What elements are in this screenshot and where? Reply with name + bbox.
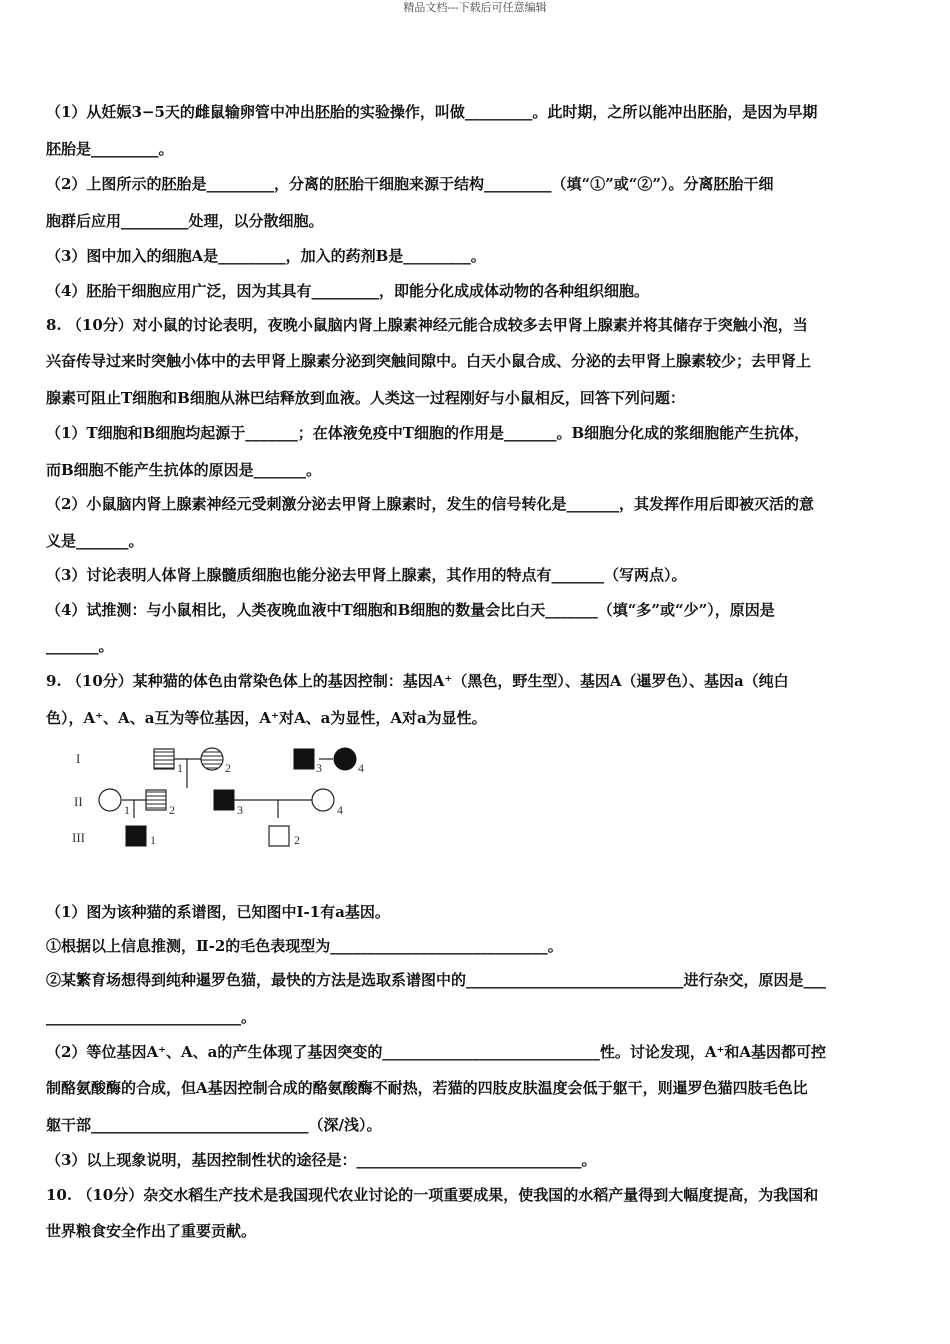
text-line: （3）图中加入的细胞A是_________，加入的药剂B是_________。: [46, 247, 486, 265]
text-line: （1）图为该种猫的系谱图，已知图中Ⅰ-1有a基因。: [46, 903, 390, 921]
text-line: _______。: [46, 637, 114, 655]
pedigree-number: 4: [337, 803, 343, 817]
text-line: （2）小鼠脑内肾上腺素神经元受刺激分泌去甲肾上腺素时，发生的信号转化是_______，其发挥作用后即被灭活的意: [46, 495, 814, 513]
pedigree-number: 2: [225, 761, 231, 775]
text-line: （1）T细胞和B细胞均起源于_______；在体液免疫中T细胞的作用是_______。B细胞分化成的浆细胞能产生抗体，: [46, 424, 810, 442]
female-II-4-symbol: [312, 789, 334, 811]
text-line: （4）试推测：与小鼠相比，人类夜晚血液中T细胞和B细胞的数量会比白天_______（填“多”或“少”），原因是: [46, 601, 775, 619]
male-I-1-symbol: [154, 749, 174, 769]
text-line: 兴奋传导过来时突触小体中的去甲肾上腺素分泌到突触间隙中。白天小鼠合成、分泌的去甲肾上腺素较少；去甲肾上: [46, 352, 812, 370]
page-header: 精品文档---下载后可任意编辑: [403, 1, 547, 14]
text-line: （2）等位基因A⁺、A、a的产生体现了基因突变的_____________________________性。讨论发现，A⁺和A基因都可控: [46, 1043, 827, 1061]
pedigree-number: 3: [316, 761, 322, 775]
text-line: （1）从妊娠3−5天的雌鼠输卵管中冲出胚胎的实验操作，叫做_________。此时期，之所以能冲出胚胎，是因为早期: [46, 103, 818, 121]
male-II-3-symbol: [214, 790, 234, 810]
text-line: 制酪氨酸酶的合成，但A基因控制合成的酪氨酸酶不耐热，若猫的四肢皮肤温度会低于躯干，则暹罗色猫四肢毛色比: [46, 1079, 808, 1097]
question-8-line: 8. （10分）对小鼠的讨论表明，夜晚小鼠脑内肾上腺素神经元能合成较多去甲肾上腺素并将其储存于突触小泡，当: [46, 316, 808, 334]
text-line: 色），A⁺、A、a互为等位基因，A⁺对A、a为显性，A对a为显性。: [46, 709, 487, 727]
text-line: 腺素可阻止T细胞和B细胞从淋巴结释放到血液。人类这一过程刚好与小鼠相反，回答下列问题：: [46, 389, 685, 407]
female-I-2-symbol: [201, 748, 223, 770]
generation-label-III: III: [72, 830, 85, 845]
text-line: 世界粮食安全作出了重要贡献。: [46, 1222, 257, 1240]
male-III-1-symbol: [126, 826, 146, 846]
female-II-1-symbol: [99, 789, 121, 811]
pedigree-number: 3: [237, 803, 243, 817]
pedigree-number: 4: [358, 761, 364, 775]
text-line: （3）讨论表明人体肾上腺髓质细胞也能分泌去甲肾上腺素，其作用的特点有_______（写两点）。: [46, 566, 687, 584]
pedigree-number: 2: [294, 833, 300, 847]
question-9-line: 9. （10分）某种猫的体色由常染色体上的基因控制：基因A⁺（黑色，野生型）、基因A（暹罗色）、基因a（纯白: [46, 672, 789, 690]
generation-label-I: I: [76, 751, 81, 766]
female-I-4-symbol: [334, 748, 356, 770]
text-line: ②某繁育场想得到纯种暹罗色猫，最快的方法是选取系谱图中的_____________________________进行杂交，原因是___: [46, 971, 827, 989]
text-line: __________________________。: [46, 1008, 257, 1026]
text-line: （4）胚胎干细胞应用广泛，因为其具有_________，即能分化成成体动物的各种组织细胞。: [46, 282, 649, 300]
male-I-3-symbol: [294, 749, 314, 769]
male-III-2-symbol: [269, 826, 289, 846]
text-line: ①根据以上信息推测，Ⅱ-2的毛色表现型为_____________________________。: [46, 937, 563, 955]
text-line: 胚胎是_________。: [46, 140, 174, 158]
text-line: （2）上图所示的胚胎是_________，分离的胚胎干细胞来源于结构_________（填“①”或“②”）。分离胚胎干细: [46, 175, 774, 193]
text-line: 胞群后应用_________处理，以分散细胞。: [46, 212, 324, 230]
pedigree-number: 1: [124, 803, 130, 817]
text-line: 而B细胞不能产生抗体的原因是_______。: [46, 461, 322, 479]
pedigree-number: 1: [177, 761, 183, 775]
text-line: 躯干部_____________________________（深/浅）。: [46, 1116, 382, 1134]
text-line: （3）以上现象说明，基因控制性状的途径是：______________________________。: [46, 1151, 597, 1169]
text-line: 义是_______。: [46, 532, 144, 550]
male-II-2-symbol: [146, 790, 166, 810]
question-10-line: 10. （10分）杂交水稻生产技术是我国现代农业讨论的一项重要成果，使我国的水稻产量得到大幅度提高，为我国和: [46, 1186, 819, 1204]
pedigree-number: 2: [169, 803, 175, 817]
generation-label-II: II: [74, 794, 83, 809]
pedigree-number: 1: [150, 833, 156, 847]
pedigree-chart: [60, 738, 380, 858]
